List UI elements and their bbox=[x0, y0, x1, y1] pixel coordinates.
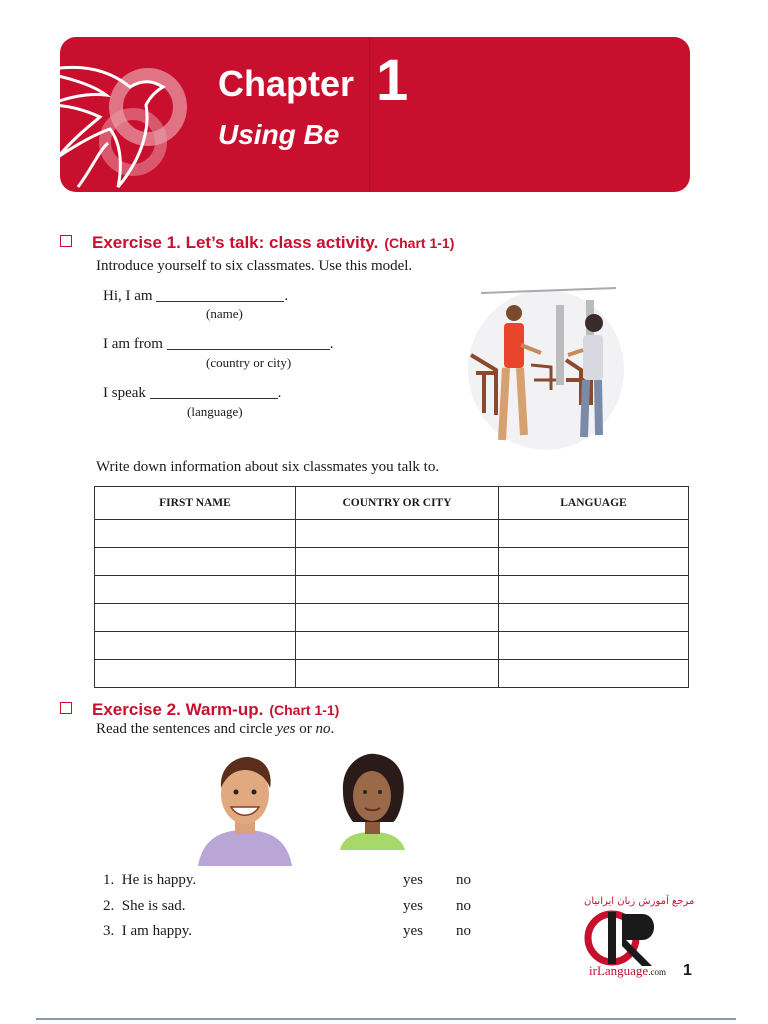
exercise1-chart-ref: (Chart 1-1) bbox=[384, 235, 455, 251]
table-cell[interactable] bbox=[499, 548, 689, 576]
table-cell[interactable] bbox=[499, 604, 689, 632]
table-cell[interactable] bbox=[296, 548, 499, 576]
sentence-1-yes[interactable]: yes bbox=[403, 872, 423, 888]
table-cell[interactable] bbox=[95, 604, 296, 632]
col-country-city: COUNTRY OR CITY bbox=[296, 487, 499, 520]
exercise2-heading bbox=[60, 700, 339, 720]
sentence-3-no[interactable]: no bbox=[456, 923, 471, 939]
model-line-name: Hi, I am . bbox=[103, 288, 289, 304]
footer-divider bbox=[36, 1018, 736, 1020]
classmates-table bbox=[94, 486, 689, 688]
chapter-number: 1 bbox=[376, 48, 409, 113]
table-cell[interactable] bbox=[95, 632, 296, 660]
woman-illustration bbox=[335, 752, 410, 850]
table-cell[interactable] bbox=[95, 548, 296, 576]
table-cell[interactable] bbox=[296, 604, 499, 632]
table-cell[interactable] bbox=[296, 520, 499, 548]
exercise2-chart-ref: (Chart 1-1) bbox=[269, 702, 340, 718]
logo-tagline: مرجع آموزش زبان ایرانیان bbox=[584, 896, 695, 907]
sentence-3-yes[interactable]: yes bbox=[403, 923, 423, 939]
table-row bbox=[95, 632, 689, 660]
checkbox-icon[interactable] bbox=[60, 702, 72, 714]
logo-text: irLanguage.com bbox=[589, 963, 666, 978]
chapter-banner bbox=[60, 37, 690, 192]
table-row bbox=[95, 660, 689, 688]
exercise1-title: Exercise 1. Let’s talk: class activity. bbox=[92, 233, 379, 252]
hint-name: (name) bbox=[206, 306, 243, 321]
model-line-language: I speak . bbox=[103, 385, 282, 401]
table-cell[interactable] bbox=[499, 520, 689, 548]
table-cell[interactable] bbox=[95, 576, 296, 604]
hint-language: (language) bbox=[187, 404, 243, 419]
chapter-subtitle: Using Be bbox=[218, 119, 340, 150]
table-row bbox=[95, 576, 689, 604]
table-cell[interactable] bbox=[95, 520, 296, 548]
exercise2-title: Exercise 2. Warm-up. bbox=[92, 700, 264, 719]
banner-divider bbox=[369, 37, 370, 192]
table-cell[interactable] bbox=[296, 632, 499, 660]
table-row bbox=[95, 604, 689, 632]
happy-man-illustration bbox=[193, 752, 297, 866]
sentence-2-yes[interactable]: yes bbox=[403, 898, 423, 914]
sentence-3: 3. I am happy. bbox=[103, 923, 193, 939]
exercise1-heading bbox=[60, 233, 454, 253]
sentence-1-no[interactable]: no bbox=[456, 872, 471, 888]
exercise2-instruction: Read the sentences and circle yes or no. bbox=[96, 721, 335, 737]
model-line-country: I am from . bbox=[103, 336, 334, 352]
table-cell[interactable] bbox=[296, 660, 499, 688]
table-cell[interactable] bbox=[296, 576, 499, 604]
sentence-1: 1. He is happy. bbox=[103, 872, 197, 888]
bird-logo-icon bbox=[38, 47, 208, 197]
language-blank[interactable] bbox=[150, 398, 278, 399]
table-cell[interactable] bbox=[499, 660, 689, 688]
table-cell[interactable] bbox=[499, 632, 689, 660]
table-row bbox=[95, 548, 689, 576]
table-cell[interactable] bbox=[499, 576, 689, 604]
sentence-2-no[interactable]: no bbox=[456, 898, 471, 914]
country-blank[interactable] bbox=[167, 349, 330, 350]
sentence-2: 2. She is sad. bbox=[103, 898, 186, 914]
page-number: 1 bbox=[683, 962, 692, 979]
name-blank[interactable] bbox=[156, 301, 284, 302]
table-cell[interactable] bbox=[95, 660, 296, 688]
col-first-name: FIRST NAME bbox=[95, 487, 296, 520]
checkbox-icon[interactable] bbox=[60, 235, 72, 247]
classroom-illustration bbox=[466, 285, 626, 450]
table-intro: Write down information about six classmates you talk to. bbox=[96, 459, 440, 475]
col-language: LANGUAGE bbox=[499, 487, 689, 520]
table-row bbox=[95, 520, 689, 548]
hint-country: (country or city) bbox=[206, 355, 292, 370]
exercise1-instruction: Introduce yourself to six classmates. Use this model. bbox=[96, 258, 413, 274]
table-header-row bbox=[95, 487, 689, 520]
chapter-word: Chapter bbox=[218, 63, 355, 104]
